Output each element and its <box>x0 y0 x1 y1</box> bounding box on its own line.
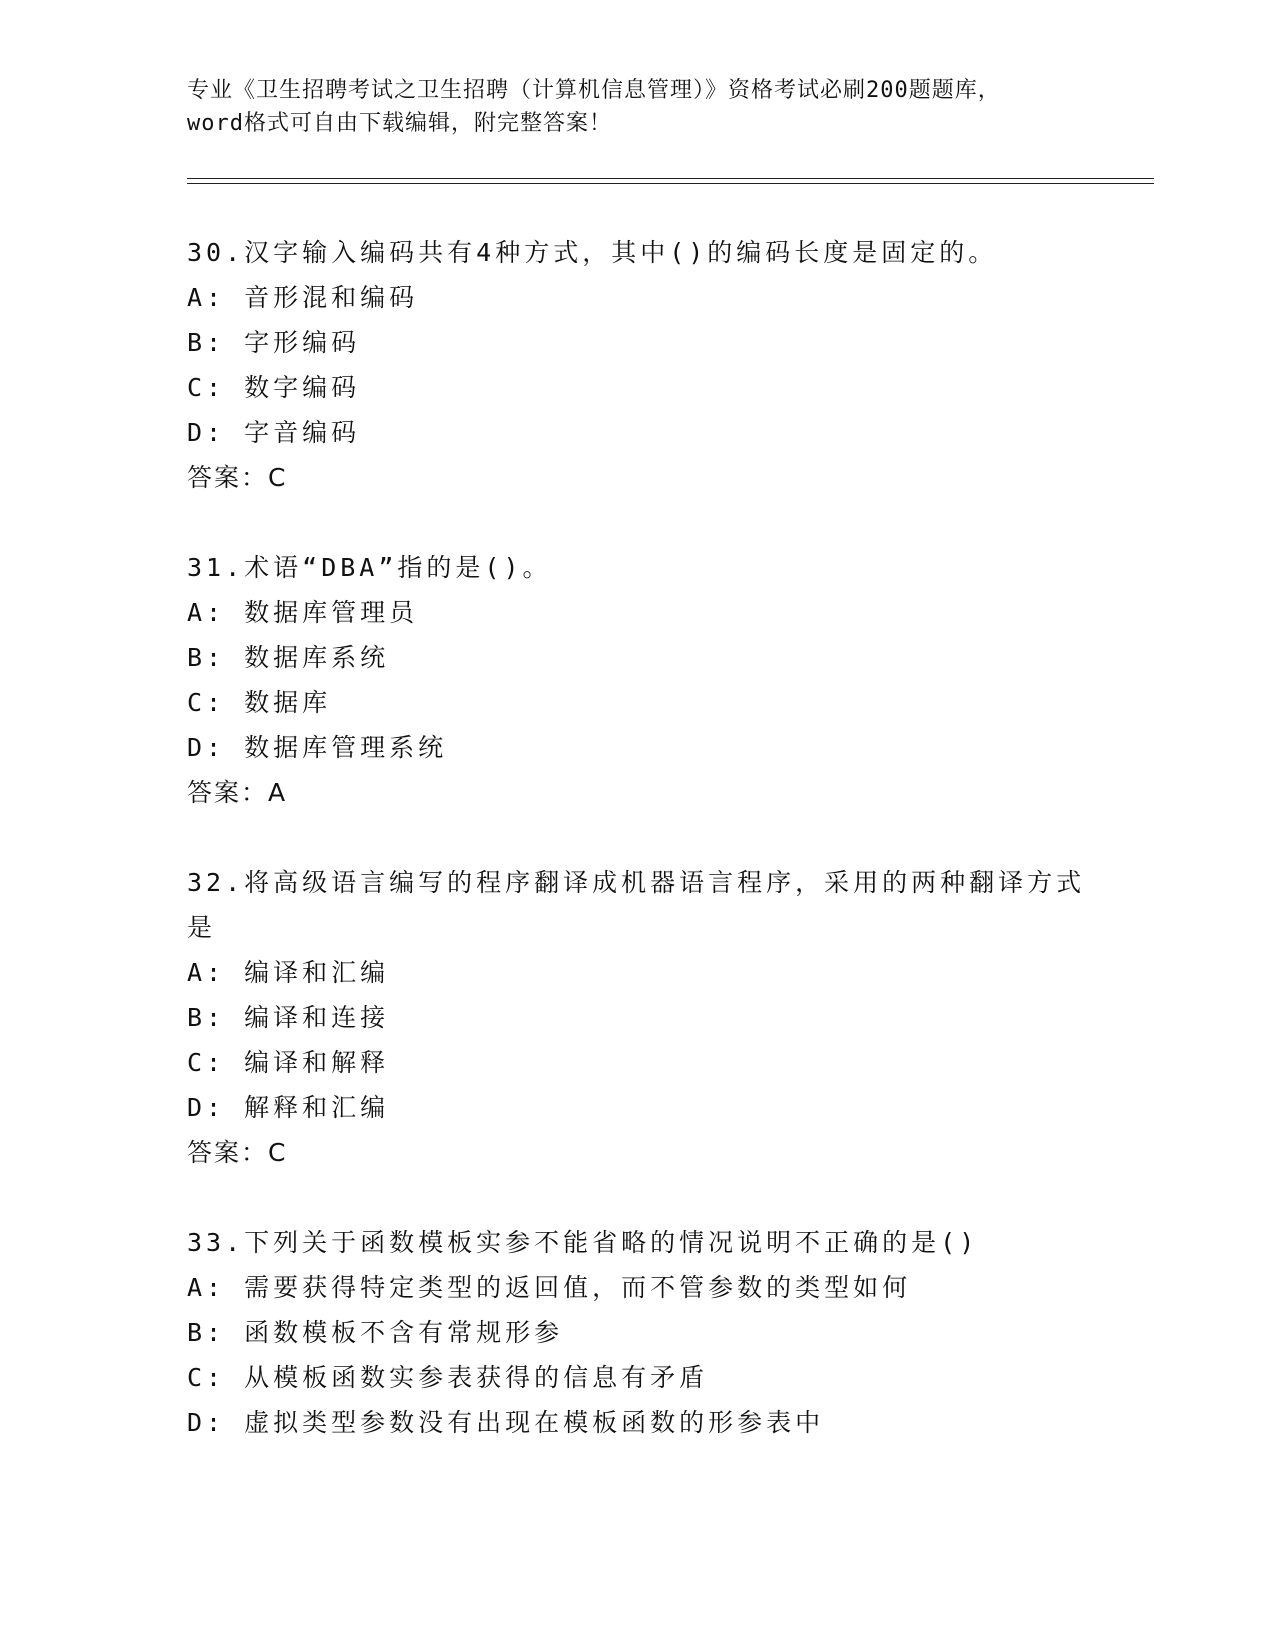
question-33-option-d: D: 虚拟类型参数没有出现在模板函数的形参表中 <box>187 1408 825 1437</box>
header-line-1: 专业《卫生招聘考试之卫生招聘（计算机信息管理）》资格考试必刷200题题库， <box>187 78 1001 103</box>
header-divider-top <box>187 178 1154 179</box>
question-33-option-a: A: 需要获得特定类型的返回值，而不管参数的类型如何 <box>187 1273 912 1302</box>
question-31-option-a: A: 数据库管理员 <box>187 598 419 627</box>
question-30-option-a: A: 音形混和编码 <box>187 283 419 312</box>
question-32-answer: 答案：C <box>187 1138 288 1167</box>
question-30-option-b: B: 字形编码 <box>187 328 361 357</box>
question-30-answer: 答案：C <box>187 463 288 492</box>
question-33-option-c: C: 从模板函数实参表获得的信息有矛盾 <box>187 1363 709 1392</box>
question-32-stem-continuation: 是 <box>187 913 217 942</box>
question-31-option-d: D: 数据库管理系统 <box>187 733 448 762</box>
question-32-option-d: D: 解释和汇编 <box>187 1093 390 1122</box>
question-30-option-d: D: 字音编码 <box>187 418 361 447</box>
document-header <box>187 74 1087 140</box>
question-33-stem: 33.下列关于函数模板实参不能省略的情况说明不正确的是() <box>187 1228 979 1257</box>
header-line-2: word格式可自由下载编辑，附完整答案！ <box>187 111 612 136</box>
question-31-answer: 答案：A <box>187 778 288 807</box>
header-divider-bottom <box>187 183 1154 184</box>
question-32-option-b: B: 编译和连接 <box>187 1003 390 1032</box>
question-33-option-b: B: 函数模板不含有常规形参 <box>187 1318 564 1347</box>
question-32-stem: 32.将高级语言编写的程序翻译成机器语言程序，采用的两种翻译方式 <box>187 868 1086 897</box>
question-32-option-a: A: 编译和汇编 <box>187 958 390 987</box>
question-31-option-c: C: 数据库 <box>187 688 332 717</box>
question-30-option-c: C: 数字编码 <box>187 373 361 402</box>
question-31-stem: 31.术语“DBA”指的是()。 <box>187 553 552 582</box>
question-30-stem: 30.汉字输入编码共有4种方式，其中()的编码长度是固定的。 <box>187 238 998 267</box>
question-32-option-c: C: 编译和解释 <box>187 1048 390 1077</box>
question-31-option-b: B: 数据库系统 <box>187 643 390 672</box>
